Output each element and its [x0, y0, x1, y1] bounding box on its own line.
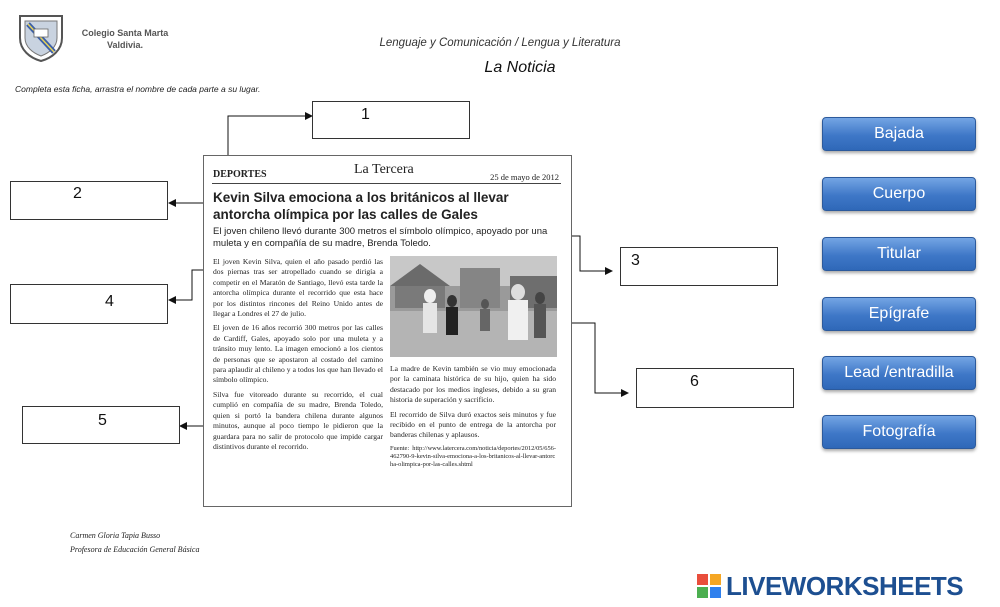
article-headline: Kevin Silva emociona a los británicos al llevar antorcha olímpica por las calles de Gales — [213, 190, 509, 222]
live-badge-icon — [697, 574, 721, 598]
article-section: DEPORTES — [213, 169, 267, 180]
article-paragraph: El recorrido de Silva duró exactos seis minutos y fue recibido en el punto de entrega de la antorcha por banderas chilenas y aplausos. — [390, 409, 556, 440]
article-paragraph: El joven de 16 años recorrió 300 metros por las calles de Cardiff, Gales, apoyado solo por una muleta y a tránsito muy lento. La imagen emocionó a los cientos de personas que se apostaron al costado del camino para aplaudir al chileno y a todos los que han llevado el símbolo olímpico. — [213, 323, 383, 385]
article-rule — [212, 183, 561, 184]
option-bajada-button[interactable]: Bajada — [822, 117, 976, 151]
subject-subtitle: Lenguaje y Comunicación / Lengua y Literatura — [379, 37, 621, 49]
drop-box-6-number: 6 — [690, 373, 699, 390]
signature-title: Profesora de Educación General Básica — [70, 545, 200, 554]
school-name-line1: Colegio Santa Marta — [81, 28, 169, 38]
drop-box-3-number: 3 — [631, 252, 640, 269]
article-paragraph: Silva fue vitoreado durante su recorrido, el cual cumplió en compañía de su madre, Brenda Toledo, quien si portó la bandera chilena durante algunos minutos, aunque al poco tiempo le pidieron que la guardara para no salir de protocolo que impide cargar distintivos durante el recorrido. — [213, 389, 383, 451]
article-right-column — [390, 364, 556, 473]
article-lead: El joven chileno llevó durante 300 metros el símbolo olímpico, apoyado por una muleta y en compañía de su madre, Brenda Toledo. — [213, 226, 548, 249]
article-paragraph: La madre de Kevin también se vio muy emocionada por la caminata histórica de su hijo, quien ha sido destacado por los medios ingleses, debido a su gran historia de superación y sacrificio. — [390, 364, 556, 405]
drop-box-1[interactable] — [312, 101, 470, 139]
drop-box-3[interactable] — [620, 247, 778, 286]
article-left-column — [213, 257, 383, 456]
liveworksheets-logo — [697, 570, 997, 602]
instructions: Completa esta ficha, arrastra el nombre de cada parte a su lugar. — [15, 84, 261, 94]
article-paragraph: El joven Kevin Silva, quien el año pasado perdió las dos piernas tras ser atropellado cuando se dirigía a competir en el Maratón de Santiago, llevó esta tarde la antorcha olímpica durante el recorrido que esta hace por los distintos rincones del Reino Unido antes de llegar a Londres el 27 de julio. — [213, 257, 383, 319]
article-newspaper: La Tercera — [354, 162, 414, 177]
news-article — [203, 155, 572, 507]
drop-box-6[interactable] — [636, 368, 794, 408]
signature-name: Carmen Gloria Tapia Busso — [70, 531, 161, 540]
drop-box-5-number: 5 — [98, 412, 107, 429]
page-title: La Noticia — [484, 59, 556, 76]
drop-box-2-number: 2 — [73, 185, 82, 202]
option-epigrafe-button[interactable]: Epígrafe — [822, 297, 976, 331]
drop-box-2[interactable] — [10, 181, 168, 220]
drop-box-1-number: 1 — [361, 106, 370, 123]
teacher-signature — [70, 529, 199, 557]
option-lead-button[interactable]: Lead /entradilla — [822, 356, 976, 390]
option-cuerpo-button[interactable]: Cuerpo — [822, 177, 976, 211]
option-fotografia-button[interactable]: Fotografía — [822, 415, 976, 449]
article-photo — [390, 256, 557, 357]
school-name-line2: Valdivia. — [106, 40, 144, 50]
drop-box-4[interactable] — [10, 284, 168, 324]
article-date: 25 de mayo de 2012 — [490, 172, 559, 182]
article-source: Fuente: http://www.latercera.com/noticia/deportes/2012/05/656-462790-9-kevin-silva-emociona-a-los-britanicos-al-llevar-antorcha-olimpica-por-las-calles.shtml — [390, 444, 556, 468]
brand-text: LIVEWORKSHEETS — [726, 571, 964, 601]
drop-box-4-number: 4 — [105, 293, 114, 310]
option-titular-button[interactable]: Titular — [822, 237, 976, 271]
